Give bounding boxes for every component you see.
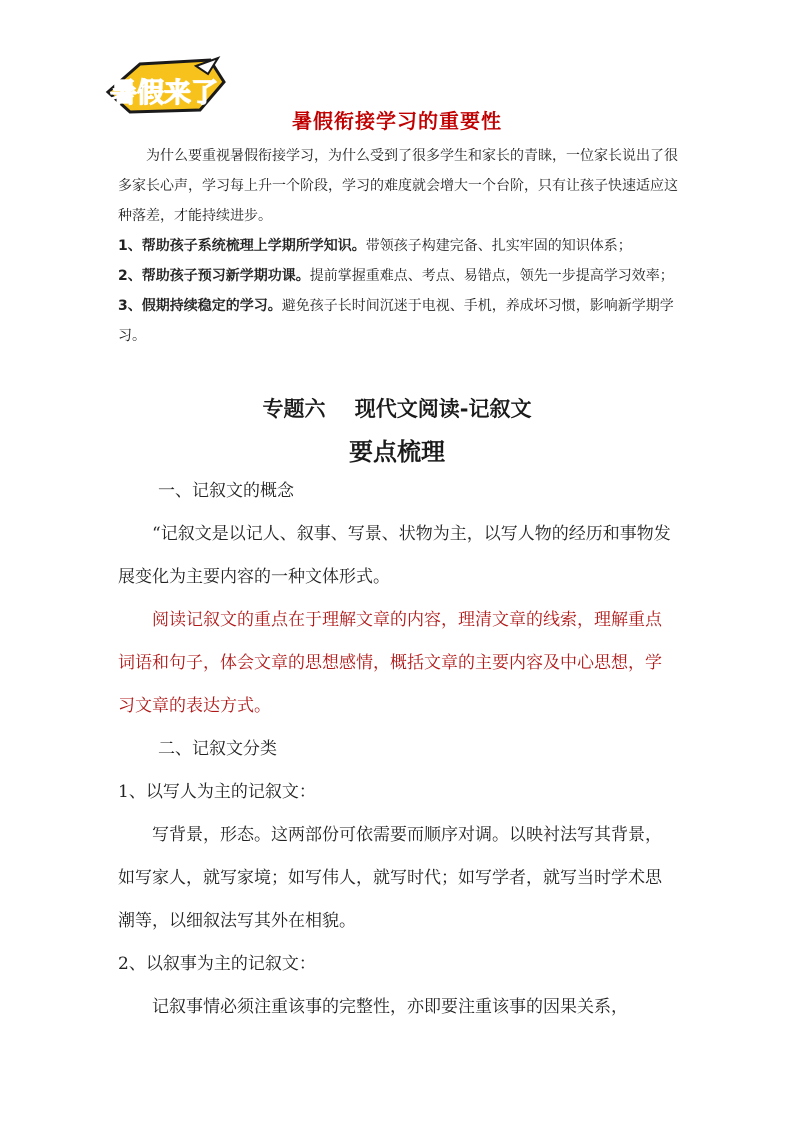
intro-point-3-lead: 3、假期持续稳定的学习。 [118,298,282,314]
type2-text: 记叙事情必须注重该事的完整性，亦即要注重该事的因果关系， [152,997,628,1017]
logo-text: 暑假来了 [110,78,218,109]
intro-point-3-text: 避免孩子长时间沉迷于电视、手机，养成坏习惯，影响新学期学习。 [118,298,674,344]
intro-point-1 [118,231,678,261]
type1-text: 写背景，形态。这两部份可依需要而顺序对调。以映衬法写其背景，如写家人，就写家境；如写伟人，就写时代；如写学者，就写当时学术思潮等，以细叙法写其外在相貌。 [118,825,662,931]
intro-section [118,141,678,351]
topic-title: 专题六 现代文阅读-记叙文 [262,397,532,421]
intro-point-3 [118,291,678,351]
type2-title: 2、以叙事为主的记叙文： [118,954,316,974]
heading-types: 二、记叙文分类 [158,739,277,759]
main-content [118,470,678,1029]
intro-paragraph: 为什么要重视暑假衔接学习，为什么受到了很多学生和家长的青睐，一位家长说出了很多家长心声，学习每上升一个阶段，学习的难度就会增大一个台阶，只有让孩子快速适应这种落差，才能持续进步。 [118,148,678,224]
intro-point-2-text: 提前掌握重难点、考点、易错点，领先一步提高学习效率； [309,268,674,284]
section-title: 要点梳理 [349,438,445,466]
intro-point-2 [118,261,678,291]
intro-point-1-text: 带领孩子构建完备、扎实牢固的知识体系； [365,238,632,254]
concept-text: “记叙文是以记人、叙事、写景、状物为主，以写人物的经历和事物发展变化为主要内容的一种文体形式。 [118,524,671,587]
intro-title: 暑假衔接学习的重要性 [292,109,502,133]
heading-concept: 一、记叙文的概念 [158,481,294,501]
intro-point-1-lead: 1、帮助孩子系统梳理上学期所学知识。 [118,238,366,254]
type1-title: 1、以写人为主的记叙文： [118,782,316,802]
intro-point-2-lead: 2、帮助孩子预习新学期功课。 [118,268,310,284]
reading-focus-text: 阅读记叙文的重点在于理解文章的内容，理清文章的线索，理解重点词语和句子，体会文章的思想感情，概括文章的主要内容及中心思想，学习文章的表达方式。 [118,610,662,716]
